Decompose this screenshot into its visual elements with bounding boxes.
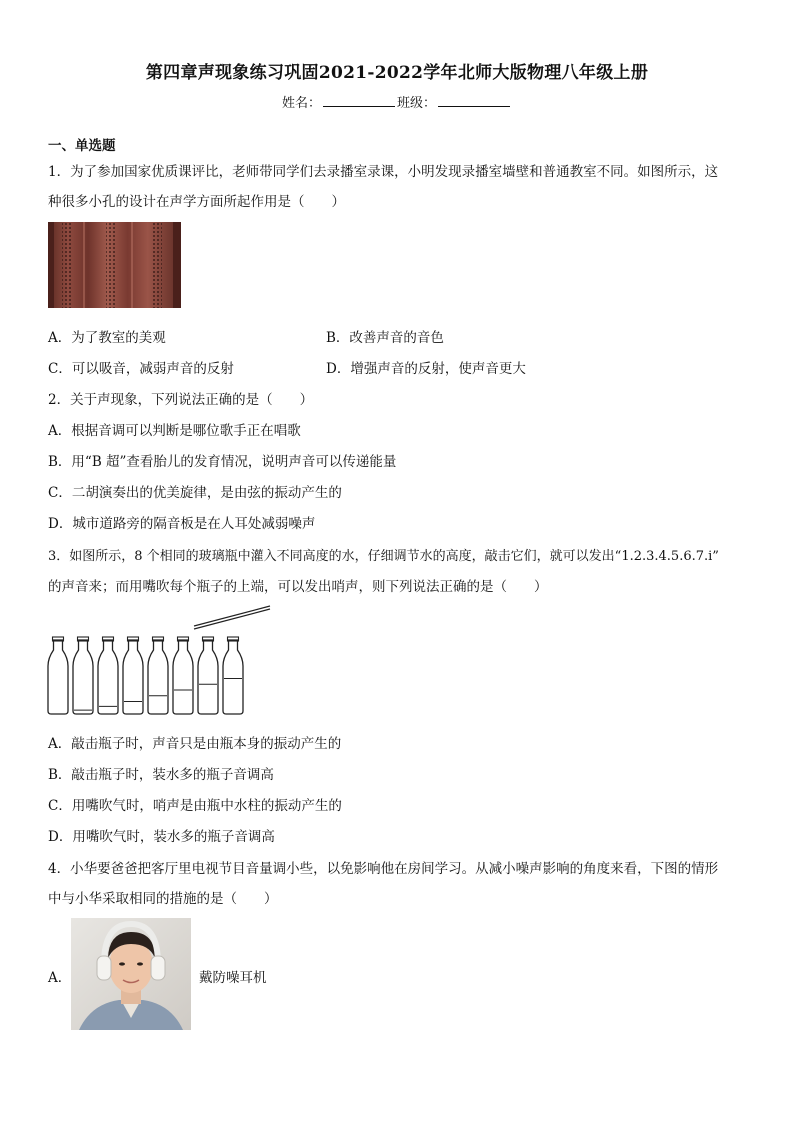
- page-title: 第四章声现象练习巩固2021-2022学年北师大版物理八年级上册: [145, 63, 649, 83]
- class-blank[interactable]: [438, 95, 510, 107]
- student-info-line: [0, 92, 794, 111]
- bottle-water: [100, 706, 117, 712]
- q4-stem-line1: 4．小华要爸爸把客厅里电视节目音量调小些，以免影响他在房间学习。从减小噪声影响的角度来看，下图的情形: [48, 861, 719, 877]
- q2-stem: 2．关于声现象，下列说法正确的是（ ）: [48, 392, 314, 408]
- bottle: [48, 640, 68, 714]
- stick: [194, 606, 270, 626]
- q2-option-c[interactable]: C．二胡演奏出的优美旋律，是由弦的振动产生的: [48, 485, 342, 501]
- bottle-water: [175, 690, 192, 713]
- bottle-water: [150, 696, 167, 713]
- q1-option-b[interactable]: B．改善声音的音色: [326, 330, 444, 346]
- q2-option-b[interactable]: B．用“B 超”查看胎儿的发育情况，说明声音可以传递能量: [48, 454, 397, 470]
- name-label: 姓名：: [281, 96, 321, 111]
- q4-stem-line2: 中与小华采取相同的措施的是（ ）: [48, 891, 278, 907]
- bottle-water: [125, 702, 142, 713]
- glass-bottles-figure: [44, 602, 276, 718]
- bottle-water: [200, 684, 217, 712]
- glass-bottles-drawing: [44, 602, 276, 718]
- section-title: 一、单选题: [48, 138, 116, 154]
- q3-option-b[interactable]: B．敲击瓶子时，装水多的瓶子音调高: [48, 767, 274, 783]
- q3-stem-line2: 的声音来；而用嘴吹每个瓶子的上端，可以发出哨声，则下列说法正确的是（ ）: [48, 579, 548, 595]
- class-label: 班级：: [397, 96, 437, 111]
- stick-edge: [194, 609, 270, 629]
- q1-option-d[interactable]: D．增强声音的反射，使声音更大: [326, 361, 526, 377]
- q2-option-a[interactable]: A．根据音调可以判断是哪位歌手正在唱歌: [48, 423, 301, 439]
- bottle-water: [225, 678, 242, 712]
- q1-option-c[interactable]: C．可以吸音，减弱声音的反射: [48, 361, 234, 377]
- q3-option-a[interactable]: A．敲击瓶子时，声音只是由瓶本身的振动产生的: [48, 736, 342, 752]
- bottle: [98, 640, 118, 714]
- q3-option-c[interactable]: C．用嘴吹气时，哨声是由瓶中水柱的振动产生的: [48, 798, 342, 814]
- headphones-person-image: [71, 918, 191, 1030]
- q4-option-a-caption: 戴防噪耳机: [199, 970, 267, 986]
- q3-option-d[interactable]: D．用嘴吹气时，装水多的瓶子音调高: [48, 829, 275, 845]
- q1-stem-line1: 1．为了参加国家优质课评比，老师带同学们去录播室录课，小明发现录播室墙壁和普通教室不同。如图所示，这: [48, 164, 719, 180]
- q2-option-d[interactable]: D．城市道路旁的隔音板是在人耳处减弱噪声: [48, 516, 316, 532]
- q3-stem-line1: 3．如图所示，8 个相同的玻璃瓶中灌入不同高度的水，仔细调节水的高度，敲击它们，就可以发出“1.2.3.4.5.6.7.i”: [48, 549, 719, 564]
- perforated-wall-drawing: [48, 222, 181, 308]
- q4-option-a-label[interactable]: A．: [48, 970, 72, 986]
- q1-option-a[interactable]: A．为了教室的美观: [48, 330, 166, 346]
- name-blank[interactable]: [323, 95, 395, 107]
- perforated-wall-image: [48, 222, 181, 308]
- headphones-person-drawing: [71, 918, 191, 1030]
- q1-stem-line2: 种很多小孔的设计在声学方面所起作用是（ ）: [48, 194, 345, 210]
- bottle: [73, 640, 93, 714]
